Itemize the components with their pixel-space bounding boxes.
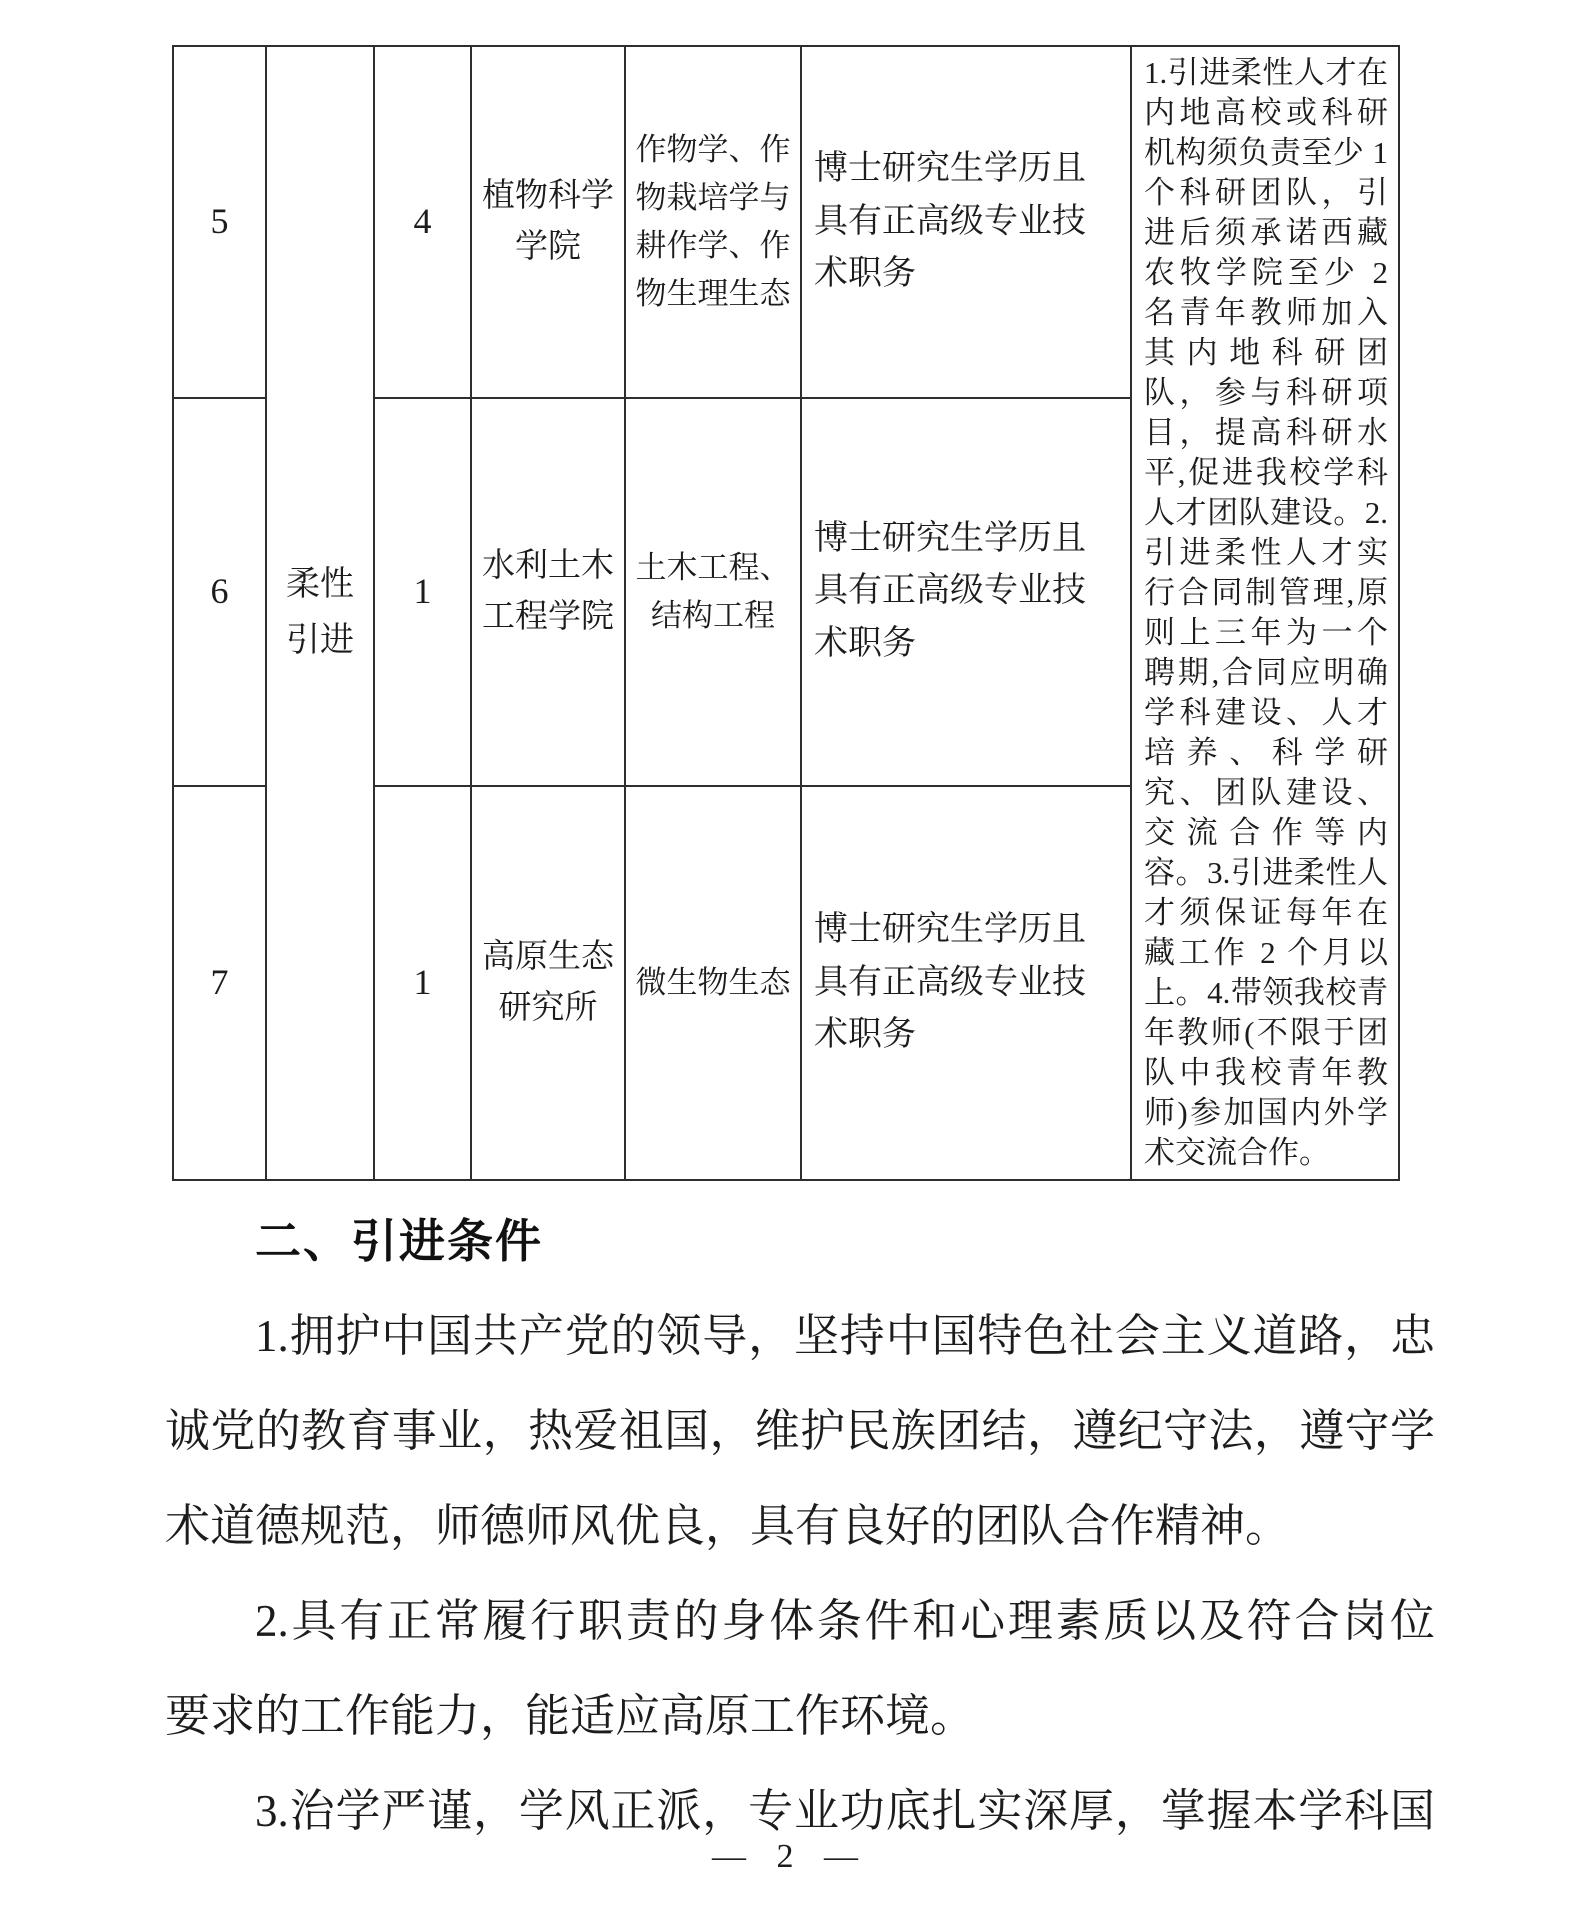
table-row: [173, 46, 1399, 398]
section-conditions: [165, 1205, 1435, 1859]
section-heading: 二、引进条件: [255, 1215, 543, 1267]
cell-seq: 6: [173, 398, 266, 786]
recruitment-table: [172, 45, 1400, 1181]
cell-seq: 7: [173, 786, 266, 1180]
page-number: — 2 —: [712, 1838, 858, 1875]
cell-requirement: 博士研究生学历且具有正高级专业技术职务: [801, 46, 1131, 398]
cell-count: 4: [374, 46, 471, 398]
cell-requirement: 博士研究生学历且具有正高级专业技术职务: [801, 786, 1131, 1180]
cell-count: 1: [374, 786, 471, 1180]
cell-college: 高原生态研究所: [471, 786, 625, 1180]
cell-type-merged: 柔性引进: [266, 46, 374, 1180]
paragraph-line: 1.拥护中国共产党的领导，坚持中国特色社会主义道路，忠: [255, 1311, 1435, 1361]
cell-discipline: 作物学、作物栽培学与耕作学、作物生理生态: [625, 46, 801, 398]
paragraph-line: 要求的工作能力，能适应高原工作环境。: [165, 1691, 976, 1741]
cell-requirement: 博士研究生学历且具有正高级专业技术职务: [801, 398, 1131, 786]
cell-notes-merged: 1.引进柔性人才在内地高校或科研机构须负责至少 1 个科研团队，引进后须承诺西藏农牧学院至少 2 名青年教师加入其内地科研团队，参与科研项目，提高科研水平,促进我校学科人才团队建设。2.引进柔性人才实行合同制管理,原则上三年为一个聘期,合同应明确学科建设、人才培养、科学研究、团队建设、交流合作等内容。3.引进柔性人才须保证每年在藏工作 2 个月以上。4.带领我校青年教师(不限于团队中我校青年教师)参加国内外学术交流合作。: [1131, 46, 1399, 1180]
cell-count: 1: [374, 398, 471, 786]
cell-discipline: 微生物生态: [625, 786, 801, 1180]
cell-college: 植物科学学院: [471, 46, 625, 398]
paragraph-line: 2.具有正常履行职责的身体条件和心理素质以及符合岗位: [255, 1596, 1435, 1646]
cell-college: 水利土木工程学院: [471, 398, 625, 786]
paragraph-line: 诚党的教育事业，热爱祖国，维护民族团结，遵纪守法，遵守学: [165, 1406, 1435, 1456]
paragraph-line: 术道德规范，师德师风优良，具有良好的团队合作精神。: [165, 1501, 1291, 1551]
cell-seq: 5: [173, 46, 266, 398]
cell-discipline: 土木工程、结构工程: [625, 398, 801, 786]
paragraph-line: 3.治学严谨，学风正派，专业功底扎实深厚，掌握本学科国: [255, 1786, 1435, 1836]
